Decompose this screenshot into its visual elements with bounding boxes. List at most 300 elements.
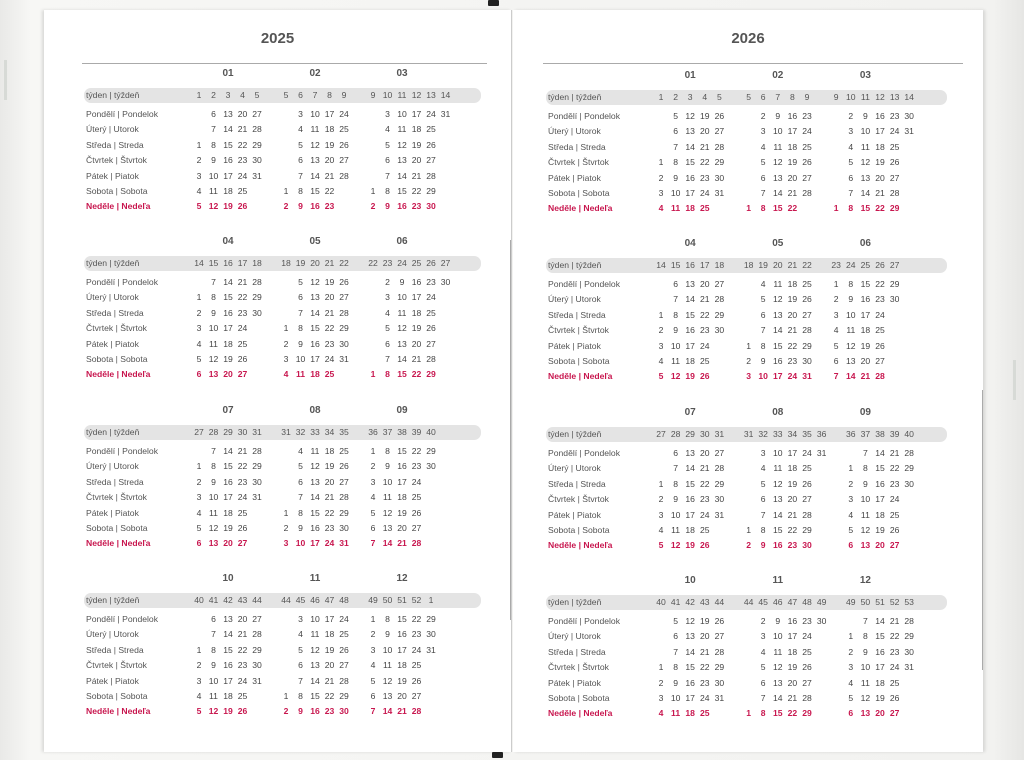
day-number: 30 [252, 307, 262, 318]
week-number: 31 [743, 429, 754, 439]
day-number: 5 [196, 354, 202, 364]
weekday-row [546, 691, 947, 706]
weekday-label: Středa | Streda [548, 309, 606, 320]
day-number: 24 [339, 109, 349, 119]
weekday-label: Sobota | Sobota [548, 693, 610, 703]
day-number: 18 [223, 691, 233, 701]
day-number: 19 [685, 371, 695, 382]
day-number: 3 [385, 292, 390, 303]
day-number: 12 [773, 478, 783, 489]
day-number: 30 [339, 706, 349, 717]
month-number: 01 [222, 68, 234, 79]
day-number: 4 [833, 325, 839, 336]
weekday-label: Pátek | Piatok [548, 340, 601, 351]
day-number: 8 [385, 446, 390, 456]
day-number: 17 [310, 538, 320, 549]
day-number: 4 [848, 677, 854, 688]
day-number: 4 [385, 307, 390, 318]
day-number: 7 [211, 629, 216, 640]
day-number: 6 [760, 677, 766, 688]
day-number: 12 [773, 294, 783, 305]
day-number: 11 [860, 677, 870, 688]
day-number: 21 [875, 188, 885, 198]
weekday-label: Neděle | Nedeľa [548, 203, 613, 214]
day-number: 11 [209, 186, 218, 196]
day-number: 25 [237, 507, 248, 518]
weekday-row [546, 629, 947, 644]
week-label: týden | týždeň [548, 92, 602, 102]
weekday-row [546, 124, 947, 139]
weekday-row [546, 523, 947, 538]
day-number: 18 [223, 507, 233, 518]
day-number: 11 [671, 356, 681, 366]
day-number: 19 [324, 644, 335, 655]
day-number: 13 [208, 538, 219, 549]
day-number: 4 [370, 660, 376, 671]
month-number: 12 [396, 573, 408, 584]
day-number: 14 [875, 616, 885, 626]
day-number: 7 [673, 463, 678, 474]
week-number: 24 [846, 260, 856, 270]
day-number: 29 [426, 614, 436, 624]
day-number: 14 [773, 188, 783, 198]
day-number: 4 [760, 646, 766, 657]
day-number: 1 [746, 708, 751, 719]
day-number: 24 [237, 323, 248, 334]
day-number: 18 [787, 646, 798, 657]
day-number: 31 [802, 371, 812, 382]
day-number: 27 [411, 523, 422, 533]
day-number: 21 [700, 294, 710, 305]
day-number: 14 [310, 492, 320, 503]
day-number: 26 [802, 157, 812, 168]
day-number: 21 [411, 170, 422, 181]
day-number: 26 [889, 693, 900, 703]
week-number: 15 [208, 258, 219, 268]
day-number: 13 [382, 691, 393, 701]
month-number: 11 [772, 575, 784, 586]
day-number: 9 [298, 201, 303, 212]
weekday-label: Pátek | Piatok [86, 170, 139, 181]
week-number: 30 [237, 427, 248, 437]
day-number: 16 [773, 540, 783, 551]
week-number: 52 [411, 595, 422, 605]
day-number: 14 [685, 141, 695, 152]
day-number: 11 [295, 369, 306, 380]
day-number: 25 [889, 509, 900, 520]
day-number: 25 [237, 338, 248, 349]
day-number: 20 [875, 540, 885, 551]
day-number: 18 [685, 203, 695, 214]
day-number: 7 [760, 693, 766, 703]
day-number: 12 [310, 644, 320, 655]
day-number: 22 [787, 708, 798, 719]
day-number: 21 [237, 446, 248, 456]
day-number: 22 [787, 203, 798, 214]
day-number: 13 [208, 369, 219, 380]
day-number: 4 [848, 141, 854, 152]
day-number: 1 [848, 463, 854, 474]
day-number: 3 [848, 126, 854, 137]
month-number: 04 [684, 238, 696, 249]
day-number: 3 [760, 448, 766, 458]
day-number: 12 [670, 540, 681, 551]
weekday-label: Pondělí | Pondelok [548, 111, 620, 121]
week-number: 20 [773, 260, 783, 270]
day-number: 20 [324, 155, 335, 166]
day-number: 9 [863, 111, 868, 121]
day-number: 27 [875, 356, 885, 366]
day-number: 7 [863, 616, 868, 626]
day-number: 13 [310, 476, 320, 487]
day-number: 29 [252, 461, 262, 472]
day-number: 25 [237, 691, 248, 701]
day-number: 14 [310, 675, 320, 686]
day-number: 27 [339, 155, 349, 166]
day-number: 15 [685, 662, 695, 673]
day-number: 22 [237, 644, 248, 655]
day-number: 28 [714, 463, 725, 474]
day-number: 28 [252, 446, 262, 456]
day-number: 22 [787, 525, 798, 535]
day-number: 1 [196, 461, 202, 472]
weekday-label: Čtvrtek | Štvrtok [548, 494, 609, 505]
day-number: 24 [324, 354, 335, 364]
day-number: 14 [223, 277, 233, 287]
day-number: 31 [714, 509, 725, 520]
day-number: 15 [397, 446, 407, 456]
day-number: 26 [802, 662, 812, 673]
day-number: 22 [889, 631, 900, 642]
day-number: 14 [773, 509, 783, 520]
day-number: 16 [310, 338, 320, 349]
day-number: 17 [223, 492, 233, 503]
day-number: 26 [411, 675, 422, 686]
day-number: 9 [863, 478, 868, 489]
weekday-row [84, 122, 481, 137]
day-number: 22 [411, 186, 422, 196]
week-number: 18 [743, 260, 754, 270]
day-number: 16 [223, 476, 233, 487]
weekday-label: Sobota | Sobota [548, 356, 610, 366]
weekday-label: Neděle | Nedeľa [86, 706, 151, 717]
day-number: 12 [310, 461, 320, 472]
day-number: 27 [252, 614, 262, 624]
day-number: 17 [875, 662, 885, 673]
day-number: 24 [700, 340, 710, 351]
day-number: 13 [773, 494, 783, 505]
day-number: 25 [700, 356, 710, 366]
day-number: 12 [860, 525, 871, 535]
weekday-label: Pondělí | Pondelok [548, 279, 620, 289]
day-number: 9 [385, 461, 390, 472]
day-number: 22 [787, 340, 798, 351]
week-number: 37 [860, 429, 871, 439]
week-number: 14 [904, 92, 914, 102]
weekday-row [546, 614, 947, 629]
day-number: 15 [223, 292, 233, 303]
day-number: 18 [787, 463, 798, 474]
day-number: 7 [385, 354, 390, 364]
day-number: 3 [848, 494, 854, 505]
day-number: 8 [848, 203, 854, 214]
day-number: 20 [787, 677, 798, 688]
day-number: 17 [875, 126, 885, 137]
day-number: 11 [846, 325, 856, 336]
day-number: 12 [846, 340, 856, 351]
day-number: 11 [310, 124, 320, 135]
day-number: 17 [324, 614, 335, 624]
weekday-label: Čtvrtek | Štvrtok [548, 157, 609, 168]
day-number: 29 [252, 644, 262, 655]
week-number: 21 [324, 258, 335, 268]
day-number: 19 [787, 157, 798, 168]
day-number: 10 [773, 126, 783, 137]
day-number: 1 [746, 203, 751, 214]
day-number: 28 [802, 325, 812, 336]
week-number: 8 [790, 92, 795, 102]
day-number: 27 [714, 448, 725, 458]
quarter-block [84, 571, 481, 731]
day-number: 2 [760, 616, 766, 626]
day-number: 29 [714, 309, 725, 320]
day-number: 23 [700, 677, 710, 688]
day-number: 10 [773, 448, 783, 458]
week-number: 29 [223, 427, 233, 437]
day-number: 23 [889, 646, 900, 657]
week-number: 11 [397, 90, 407, 100]
day-number: 10 [310, 109, 320, 119]
day-number: 4 [298, 446, 303, 456]
day-number: 1 [370, 369, 376, 380]
day-number: 25 [339, 446, 349, 456]
day-number: 21 [860, 371, 871, 382]
day-number: 11 [310, 629, 320, 640]
day-number: 15 [223, 139, 233, 150]
day-number: 30 [889, 294, 900, 305]
day-number: 18 [860, 325, 871, 336]
day-number: 16 [875, 111, 885, 121]
day-number: 23 [411, 629, 422, 640]
day-number: 13 [685, 279, 695, 289]
day-number: 30 [339, 523, 349, 533]
day-number: 5 [848, 693, 854, 703]
day-number: 25 [426, 307, 436, 318]
day-number: 20 [787, 494, 798, 505]
day-number: 21 [787, 509, 798, 520]
day-number: 28 [426, 170, 436, 181]
day-number: 14 [382, 706, 393, 717]
day-number: 5 [760, 662, 766, 673]
day-number: 17 [685, 693, 695, 703]
day-number: 4 [370, 492, 376, 503]
day-number: 19 [411, 323, 422, 334]
week-number: 45 [758, 597, 768, 607]
day-number: 26 [802, 294, 812, 305]
day-number: 31 [904, 126, 914, 137]
week-number: 16 [223, 258, 233, 268]
day-number: 5 [298, 139, 303, 150]
day-number: 15 [310, 507, 320, 518]
week-number: 15 [670, 260, 681, 270]
day-number: 24 [700, 693, 710, 703]
day-number: 12 [860, 693, 871, 703]
day-number: 16 [310, 201, 320, 212]
day-number: 13 [397, 155, 407, 166]
day-number: 27 [426, 338, 436, 349]
month-number: 09 [859, 407, 871, 418]
day-number: 16 [223, 155, 233, 166]
day-number: 20 [397, 691, 407, 701]
day-number: 31 [426, 644, 436, 655]
day-number: 5 [848, 157, 854, 168]
day-number: 1 [833, 203, 839, 214]
day-number: 28 [904, 448, 914, 458]
day-number: 12 [310, 139, 320, 150]
week-number: 21 [787, 260, 798, 270]
day-number: 24 [237, 675, 248, 686]
week-label: týden | týždeň [86, 258, 140, 268]
day-number: 2 [746, 356, 751, 366]
day-number: 1 [370, 446, 376, 456]
day-number: 13 [773, 172, 783, 183]
day-number: 10 [397, 109, 407, 119]
day-number: 14 [860, 188, 871, 198]
day-number: 23 [889, 111, 900, 121]
day-number: 24 [237, 170, 248, 181]
day-number: 11 [209, 691, 218, 701]
weekday-label: Pátek | Piatok [86, 675, 139, 686]
day-number: 24 [787, 371, 798, 382]
weekday-label: Sobota | Sobota [548, 525, 610, 535]
day-number: 21 [700, 646, 710, 657]
day-number: 20 [700, 126, 710, 137]
day-number: 9 [760, 356, 766, 366]
day-number: 28 [714, 294, 725, 305]
week-number: 27 [194, 427, 204, 437]
day-number: 11 [773, 279, 783, 289]
day-number: 6 [298, 660, 303, 671]
day-number: 1 [658, 478, 664, 489]
day-number: 10 [208, 170, 219, 181]
day-number: 15 [397, 186, 407, 196]
week-number: 18 [714, 260, 725, 270]
day-number: 26 [339, 461, 349, 472]
sunday-row [84, 536, 481, 551]
day-number: 23 [411, 461, 422, 472]
week-number: 43 [700, 597, 710, 607]
day-number: 8 [211, 644, 216, 655]
week-number: 5 [254, 90, 260, 100]
day-number: 11 [671, 708, 681, 719]
week-number: 36 [816, 429, 827, 439]
day-number: 17 [787, 126, 798, 137]
month-number: 02 [772, 70, 784, 81]
day-number: 9 [211, 155, 216, 166]
day-number: 11 [209, 338, 218, 349]
day-number: 12 [773, 157, 783, 168]
day-number: 29 [339, 691, 349, 701]
day-number: 7 [298, 307, 303, 318]
week-number: 43 [237, 595, 248, 605]
day-number: 29 [426, 186, 436, 196]
day-number: 8 [673, 478, 678, 489]
week-number: 35 [339, 427, 349, 437]
day-number: 16 [397, 629, 407, 640]
day-number: 4 [298, 124, 303, 135]
day-number: 14 [685, 463, 695, 474]
day-number: 25 [802, 141, 812, 152]
week-number: 26 [875, 260, 885, 270]
week-number: 20 [310, 258, 320, 268]
day-number: 8 [385, 186, 390, 196]
day-number: 5 [658, 371, 664, 382]
day-number: 10 [310, 614, 320, 624]
day-number: 26 [237, 706, 248, 717]
day-number: 18 [787, 279, 798, 289]
day-number: 10 [382, 476, 393, 487]
day-number: 11 [209, 507, 218, 518]
day-number: 7 [863, 448, 868, 458]
day-number: 12 [382, 675, 393, 686]
day-number: 3 [196, 323, 202, 334]
day-number: 19 [324, 139, 335, 150]
day-number: 1 [370, 186, 376, 196]
day-number: 20 [237, 614, 248, 624]
weekday-label: Čtvrtek | Štvrtok [86, 323, 147, 334]
day-number: 5 [298, 461, 303, 472]
day-number: 26 [237, 523, 248, 533]
sunday-row [84, 704, 481, 719]
week-number: 31 [281, 427, 291, 437]
week-number: 40 [194, 595, 204, 605]
day-number: 20 [223, 369, 233, 380]
day-number: 15 [310, 186, 320, 196]
day-number: 31 [252, 492, 262, 503]
weekday-row [546, 308, 947, 323]
day-number: 21 [237, 277, 248, 287]
day-number: 25 [426, 124, 436, 135]
day-number: 14 [310, 170, 320, 181]
weekday-label: Neděle | Nedeľa [548, 540, 613, 551]
day-number: 20 [397, 523, 407, 533]
day-number: 17 [773, 371, 783, 382]
day-number: 5 [385, 323, 390, 334]
weekday-label: Středa | Streda [548, 141, 606, 152]
weekday-row [84, 306, 481, 321]
day-number: 6 [760, 309, 766, 320]
day-number: 13 [860, 708, 871, 719]
day-number: 30 [714, 172, 725, 183]
month-number: 08 [309, 405, 321, 416]
weekday-label: Pondělí | Pondelok [86, 109, 158, 119]
day-number: 7 [673, 646, 678, 657]
day-number: 3 [370, 476, 376, 487]
day-number: 29 [802, 708, 812, 719]
day-number: 7 [760, 188, 766, 198]
day-number: 3 [760, 126, 766, 137]
sunday-row [84, 199, 481, 214]
day-number: 24 [889, 494, 900, 505]
weekday-label: Úterý | Utorok [548, 126, 601, 137]
day-number: 29 [252, 139, 262, 150]
day-number: 19 [324, 461, 335, 472]
day-number: 17 [324, 109, 335, 119]
day-number: 8 [760, 708, 766, 719]
day-number: 14 [685, 294, 695, 305]
week-number: 39 [889, 429, 900, 439]
day-number: 29 [714, 478, 725, 489]
